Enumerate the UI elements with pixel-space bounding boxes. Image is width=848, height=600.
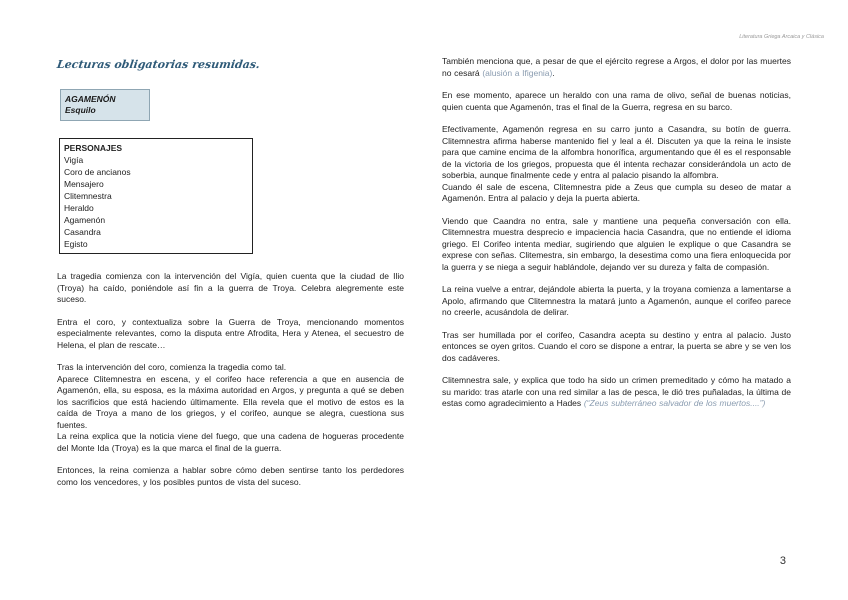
- character-item: Mensajero: [64, 179, 104, 189]
- paragraph: Efectivamente, Agamenón regresa en su carro junto a Casandra, su botín de guerra. Clitemnestra afirma haberse mantenido fiel y leal a él. Discuten ya que la reina le insiste para que camine encima de la alfombra honorífica, argumentando que él es el responsable de la victoria de los griegos, propuesta que él intenta rechazar considerándola un acto de soberbia, aunque finalmente cede y entra al palacio pisando la alfombra. Cuando él sale de escena, Clitemnestra pide a Zeus que cumpla su deseo de matar a Agamenón. Entra al palacio y deja la puerta abierta.: [442, 124, 791, 203]
- reference-note: (alusión a Ifigenia): [482, 67, 553, 78]
- paragraph: También menciona que, a pesar de que el ejército regrese a Argos, el dolor por las muertes no cesará (alusión a Ifigenia).: [442, 56, 791, 78]
- character-item: Coro de ancianos: [64, 167, 131, 177]
- paragraph: En ese momento, aparece un heraldo con una rama de olivo, señal de buenas noticias, quien cuenta que Agamenón, tras el final de la Guerra, regresa en su barco.: [442, 90, 791, 112]
- work-title-box: [60, 89, 150, 121]
- paragraph: Entra el coro, y contextualiza sobre la Guerra de Troya, mencionando momentos especialmente relevantes, como la disputa entre Afrodita, Hera y Atenea, el secuestro de Helena, el plan de rescate…: [57, 316, 404, 350]
- right-column: [442, 56, 791, 421]
- characters-box: [59, 138, 253, 254]
- work-title: AGAMENÓN: [65, 94, 116, 104]
- character-item: Egisto: [64, 239, 88, 249]
- paragraph: La tragedia comienza con la intervención del Vigía, quien cuenta que la ciudad de Ilio (Troya) ha caído, poniéndole así fin a la guerra de Troya. Celebra alegremente este suceso.: [57, 271, 404, 304]
- section-title: Lecturas obligatorias resumidas.: [56, 58, 261, 71]
- character-item: Agamenón: [64, 215, 106, 225]
- paragraph: Viendo que Caandra no entra, sale y mantiene una pequeña conversación con ella. Clitemnestra muestra desprecio e impaciencia hacia Casandra, que no entiende el idioma griego. El Corifeo intenta mediar, sugiriendo que alguien le explique o que Casandra se exprese con señas. Clitemestra, sin embargo, la desestima como una fiera enloquecida por la guerra y se niega a seguir hablándole, dejando ver su dureza y falta de compasión.: [442, 215, 791, 272]
- paragraph: Tras ser humillada por el corifeo, Casandra acepta su destino y entra al palacio. Justo entonces se oyen gritos. Cuando el coro se dispone a entrar, la puerta se abre y se ven los dos cadáveres.: [442, 329, 791, 363]
- characters-heading: PERSONAJES: [64, 143, 123, 153]
- character-item: Vigía: [64, 155, 84, 165]
- paragraph: Clitemnestra sale, y explica que todo ha sido un crimen premeditado y cómo ha matado a su marido: tras atarle con una red similar a las de pesca, le dió tres puñaladas, la última de estas como agradecimiento a Hades (“Zeus subterráneo salvador de los muertos....”): [442, 375, 791, 408]
- character-item: Heraldo: [64, 203, 94, 213]
- running-header: Literatura Griega Arcaica y Clásica: [739, 34, 824, 40]
- character-item: Casandra: [64, 227, 101, 237]
- paragraph: Tras la intervención del coro, comienza la tragedia como tal. Aparece Clitemnestra en escena, y el corifeo hace referencia a que en ausencia de Agamenón, ella, su esposa, es la máxima autoridad en Argos, y pregunta a qué se deben los sacrificios que está haciendo últimamente. Ella revela que el motivo de estos es la caída de Troya a mano de los griegos, y el corifeo, aunque se alegra, cuestiona sus fuentes. La reina explica que la noticia viene del fuego, que una cadena de hogueras procedente del Monte Ida (Troya) es la que marca el final de la guerra.: [57, 362, 404, 453]
- paragraph: Entonces, la reina comienza a hablar sobre cómo deben sentirse tanto los perdedores como los vencedores, y los posibles puntos de vista del suceso.: [57, 465, 404, 487]
- quote: (“Zeus subterráneo salvador de los muertos....”): [583, 398, 766, 408]
- work-author: Esquilo: [65, 105, 96, 115]
- character-item: Clitemnestra: [64, 191, 112, 201]
- page-number: 3: [779, 555, 786, 567]
- left-column: [57, 58, 404, 499]
- paragraph: La reina vuelve a entrar, dejándole abierta la puerta, y la troyana comienza a lamentarse a Apolo, afirmando que Clitemnestra la matará junto a Agamenón, aunque el corifeo parece no creerle, acusándola de delirar.: [442, 284, 791, 317]
